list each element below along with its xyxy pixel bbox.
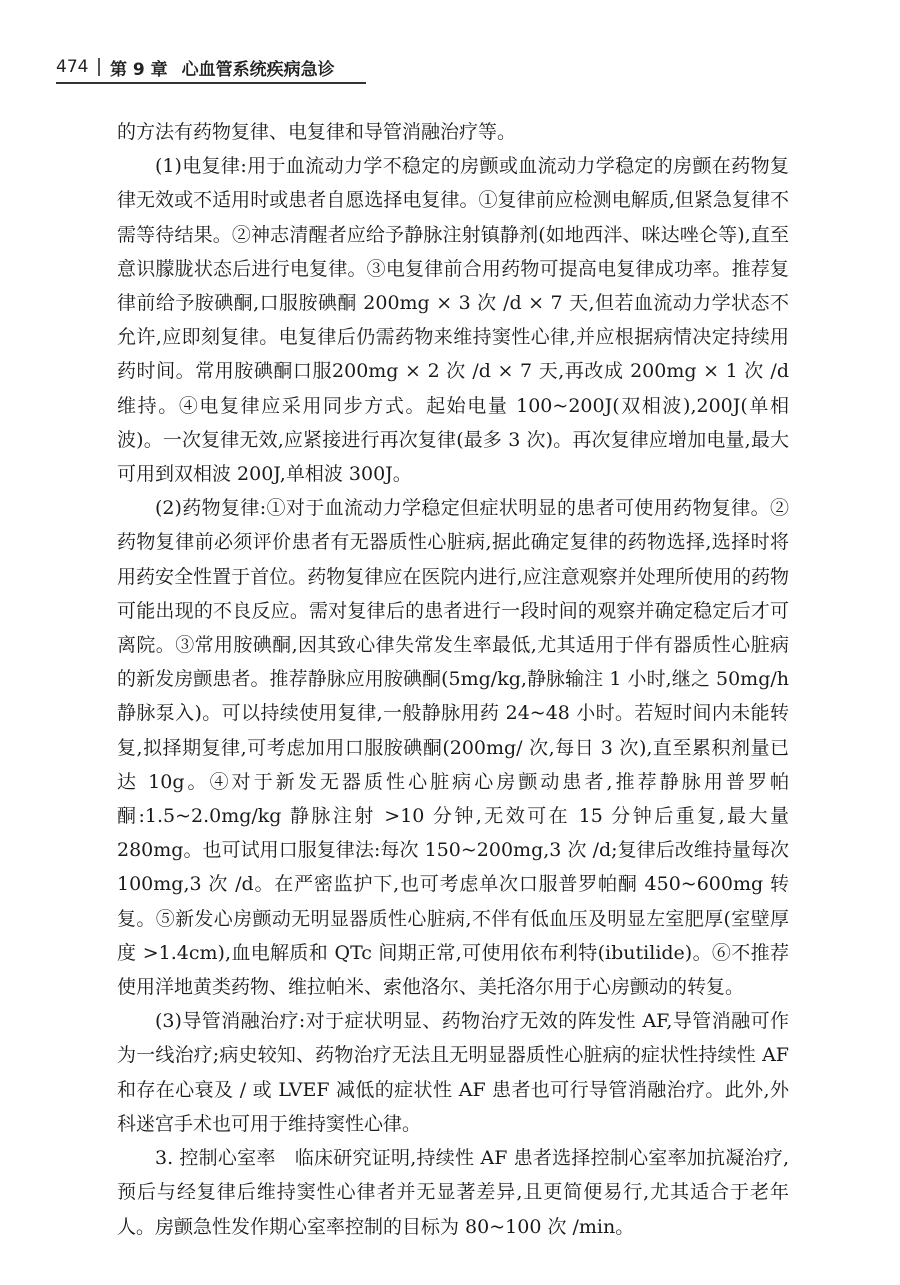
body-text <box>117 115 789 1244</box>
header-rule <box>56 82 366 84</box>
paragraph-drug-cardioversion: (2)药物复律:①对于血流动力学稳定但症状明显的患者可使用药物复律。②药物复律前必须评价患者有无器质性心脏病,据此确定复律的药物选择,选择时将用药安全性置于首位。药物复律应在医院内进行,应注意观察并处理所使用的药物可能出现的不良反应。需对复律后的患者进行一段时间的观察并确定稳定后才可离院。③常用胺碘酮,因其致心律失常发生率最低,尤其适用于伴有器质性心脏病的新发房颤患者。推荐静脉应用胺碘酮(5mg/kg,静脉输注 1 小时,继之 50mg/h 静脉泵入)。可以持续使用复律,一般静脉用药 24~48 小时。若短时间内未能转复,拟择期复律,可考虑加用口服胺碘酮(200mg/ 次,每日 3 次),直至累积剂量已达 10g。④对于新发无器质性心脏病心房颤动患者,推荐静脉用普罗帕酮:1.5~2.0mg/kg 静脉注射 >10 分钟,无效可在 15 分钟后重复,最大量 280mg。也可试用口服复律法:每次 150~200mg,3 次 /d;复律后改维持量每次 100mg,3 次 /d。在严密监护下,也可考虑单次口服普罗帕酮 450~600mg 转复。⑤新发心房颤动无明显器质性心脏病,不伴有低血压及明显左室肥厚(室壁厚度 >1.4cm),血电解质和 QTc 间期正常,可使用依布利特(ibutilide)。⑥不推荐使用洋地黄类药物、维拉帕米、索他洛尔、美托洛尔用于心房颤动的转复。 <box>117 497 789 999</box>
paragraph-catheter-ablation: (3)导管消融治疗:对于症状明显、药物治疗无效的阵发性 AF,导管消融可作为一线治疗;病史较知、药物治疗无法且无明显器质性心脏病的症状性持续性 AF 和存在心衰及 / 或 LVEF 减低的症状性 AF 患者也可行导管消融治疗。此外,外科迷宫手术也可用于维持窦性心律。 <box>117 1010 789 1135</box>
running-header <box>56 52 366 82</box>
chapter-label: 第 9 章 <box>109 59 168 80</box>
header-separator <box>98 58 100 76</box>
paragraph-rate-control: 3. 控制心室率 临床研究证明,持续性 AF 患者选择控制心室率加抗凝治疗,预后与经复律后维持窦性心律者并无显著差异,且更简便易行,尤其适合于老年人。房颤急性发作期心室率控制的目标为 80~100 次 /min。 <box>117 1147 789 1238</box>
chapter-title: 心血管系统疾病急诊 <box>181 59 335 80</box>
paragraph-electrical-cardioversion: (1)电复律:用于血流动力学不稳定的房颤或血流动力学稳定的房颤在药物复律无效或不适用时或患者自愿选择电复律。①复律前应检测电解质,但紧急复律不需等待结果。②神志清醒者应给予静脉注射镇静剂(如地西泮、咪达唑仑等),直至意识朦胧状态后进行电复律。③电复律前合用药物可提高电复律成功率。推荐复律前给予胺碘酮,口服胺碘酮 200mg × 3 次 /d × 7 天,但若血流动力学状态不允许,应即刻复律。电复律后仍需药物来维持窦性心律,并应根据病情决定持续用药时间。常用胺碘酮口服200mg × 2 次 /d × 7 天,再改成 200mg × 1 次 /d 维持。④电复律应采用同步方式。起始电量 100~200J(双相波),200J(单相波)。一次复律无效,应紧接进行再次复律(最多 3 次)。再次复律应增加电量,最大可用到双相波 200J,单相波 300J。 <box>117 155 790 486</box>
paragraph-continuation: 的方法有药物复律、电复律和导管消融治疗等。 <box>117 121 517 143</box>
page-number: 474 <box>56 57 89 77</box>
